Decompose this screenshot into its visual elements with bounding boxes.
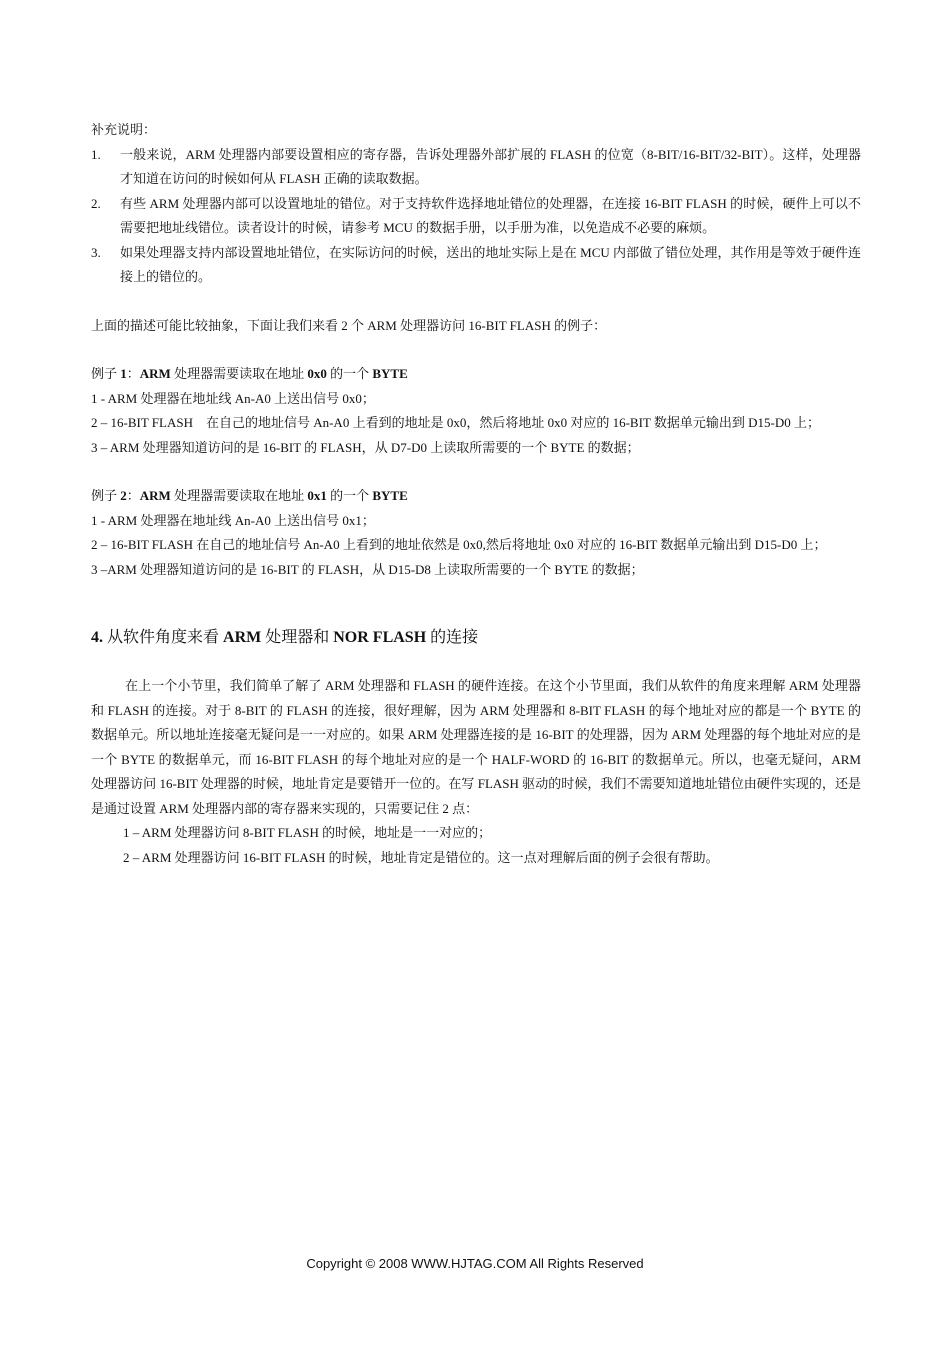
example1-step: 2 – 16-BIT FLASH 在自己的地址信号 An-A0 上看到的地址是 0x0，然后将地址 0x0 对应的 16-BIT 数据单元输出到 D15-D0 上； bbox=[91, 415, 820, 430]
example2-step: 1 - ARM 处理器在地址线 An-A0 上送出信号 0x1； bbox=[91, 512, 375, 528]
supplement-item bbox=[91, 192, 861, 241]
section-number: 4. bbox=[91, 629, 103, 646]
example-mid2: 的一个 bbox=[326, 488, 373, 503]
example1-step: 1 - ARM 处理器在地址线 An-A0 上送出信号 0x0； bbox=[91, 390, 375, 406]
page-content bbox=[91, 118, 861, 870]
section-title-part: 从软件角度来看 bbox=[103, 629, 224, 646]
section-point: 1 – ARM 处理器访问 8-BIT FLASH 的时候，地址是一一对应的； bbox=[123, 825, 492, 840]
example-mid: 处理器需要读取在地址 bbox=[170, 488, 308, 503]
example1-heading bbox=[91, 362, 861, 387]
item-number: 1. bbox=[91, 146, 101, 162]
example2-heading bbox=[91, 484, 861, 509]
supplement-item bbox=[91, 241, 861, 290]
example-colon: ： bbox=[126, 488, 140, 503]
example-arm: ARM bbox=[139, 488, 171, 503]
item-number: 3. bbox=[91, 244, 101, 260]
supplement-title: 补充说明： bbox=[91, 122, 157, 137]
example-mid: 处理器需要读取在地址 bbox=[170, 366, 308, 381]
example-number: 2 bbox=[120, 488, 127, 503]
supplement-list bbox=[91, 143, 861, 290]
example-address: 0x0 bbox=[307, 366, 327, 381]
example-mid2: 的一个 bbox=[326, 366, 373, 381]
item-text: 有些 ARM 处理器内部可以设置地址的错位。对于支持软件选择地址错位的处理器，在连接 16-BIT FLASH 的时候，硬件上可以不需要把地址线错位。读者设计的时候，请参考 MCU 的数据手册，以手册为准，以免造成不必要的麻烦。 bbox=[120, 195, 861, 235]
example-colon: ： bbox=[126, 366, 140, 381]
example-number: 1 bbox=[120, 366, 127, 381]
section-body: 在上一个小节里，我们简单了解了 ARM 处理器和 FLASH 的硬件连接。在这个小节里面，我们从软件的角度来理解 ARM 处理器和 FLASH 的连接。对于 8-BIT 的 FLASH 的连接，很好理解，因为 ARM 处理器和 8-BIT FLASH 的每个地址对应的都是一个 BYTE 的数据单元。所以地址连接毫无疑问是一一对应的。如果 ARM 处理器连接的是 16-BIT 的处理器，因为 ARM 处理器的每个地址对应的是一个 BYTE 的数据单元，而 16-BIT FLASH 的每个地址对应的是一个 HALF-WORD 的 16-BIT 的数据单元。所以，也毫无疑问，ARM 处理器访问 16-BIT 处理器的时候，地址肯定是要错开一位的。在写 FLASH 驱动的时候，我们不需要知道地址错位由硬件实现的，还是是通过设置 ARM 处理器内部的寄存器来实现的，只需要记住 2 点： bbox=[91, 678, 861, 816]
example-byte: BYTE bbox=[372, 488, 408, 503]
copyright-footer: Copyright © 2008 WWW.HJTAG.COM All Rights Reserved bbox=[306, 1256, 644, 1271]
supplement-item bbox=[91, 143, 861, 192]
example1-step: 3 – ARM 处理器知道访问的是 16-BIT 的 FLASH，从 D7-D0 上读取所需要的一个 BYTE 的数据； bbox=[91, 439, 640, 455]
section-title-bold: NOR FLASH bbox=[333, 629, 427, 646]
intro-text: 上面的描述可能比较抽象，下面让我们来看 2 个 ARM 处理器访问 16-BIT FLASH 的例子： bbox=[91, 317, 607, 333]
example-address: 0x1 bbox=[307, 488, 327, 503]
section-title-bold: ARM bbox=[223, 629, 262, 646]
example-byte: BYTE bbox=[372, 366, 408, 381]
example2-step: 2 – 16-BIT FLASH 在自己的地址信号 An-A0 上看到的地址依然是 0x0,然后将地址 0x0 对应的 16-BIT 数据单元输出到 D15-D0 上； bbox=[91, 537, 827, 552]
example-arm: ARM bbox=[139, 366, 171, 381]
example2-step: 3 –ARM 处理器知道访问的是 16-BIT 的 FLASH，从 D15-D8 上读取所需要的一个 BYTE 的数据； bbox=[91, 561, 644, 577]
item-text: 如果处理器支持内部设置地址错位，在实际访问的时候，送出的地址实际上是在 MCU 内部做了错位处理，其作用是等效于硬件连接上的错位的。 bbox=[120, 244, 861, 284]
example-prefix: 例子 bbox=[91, 366, 121, 381]
section-point: 2 – ARM 处理器访问 16-BIT FLASH 的时候，地址肯定是错位的。这一点对理解后面的例子会很有帮助。 bbox=[123, 849, 719, 865]
item-text: 一般来说，ARM 处理器内部要设置相应的寄存器，告诉处理器外部扩展的 FLASH 的位宽（8-BIT/16-BIT/32-BIT）。这样，处理器才知道在访问的时候如何从 FLASH 正确的读取数据。 bbox=[120, 146, 861, 186]
example-prefix: 例子 bbox=[91, 488, 121, 503]
section-title-part: 处理器和 bbox=[261, 629, 334, 646]
section-heading bbox=[91, 626, 861, 650]
section-title-part: 的连接 bbox=[426, 629, 479, 646]
item-number: 2. bbox=[91, 195, 101, 211]
